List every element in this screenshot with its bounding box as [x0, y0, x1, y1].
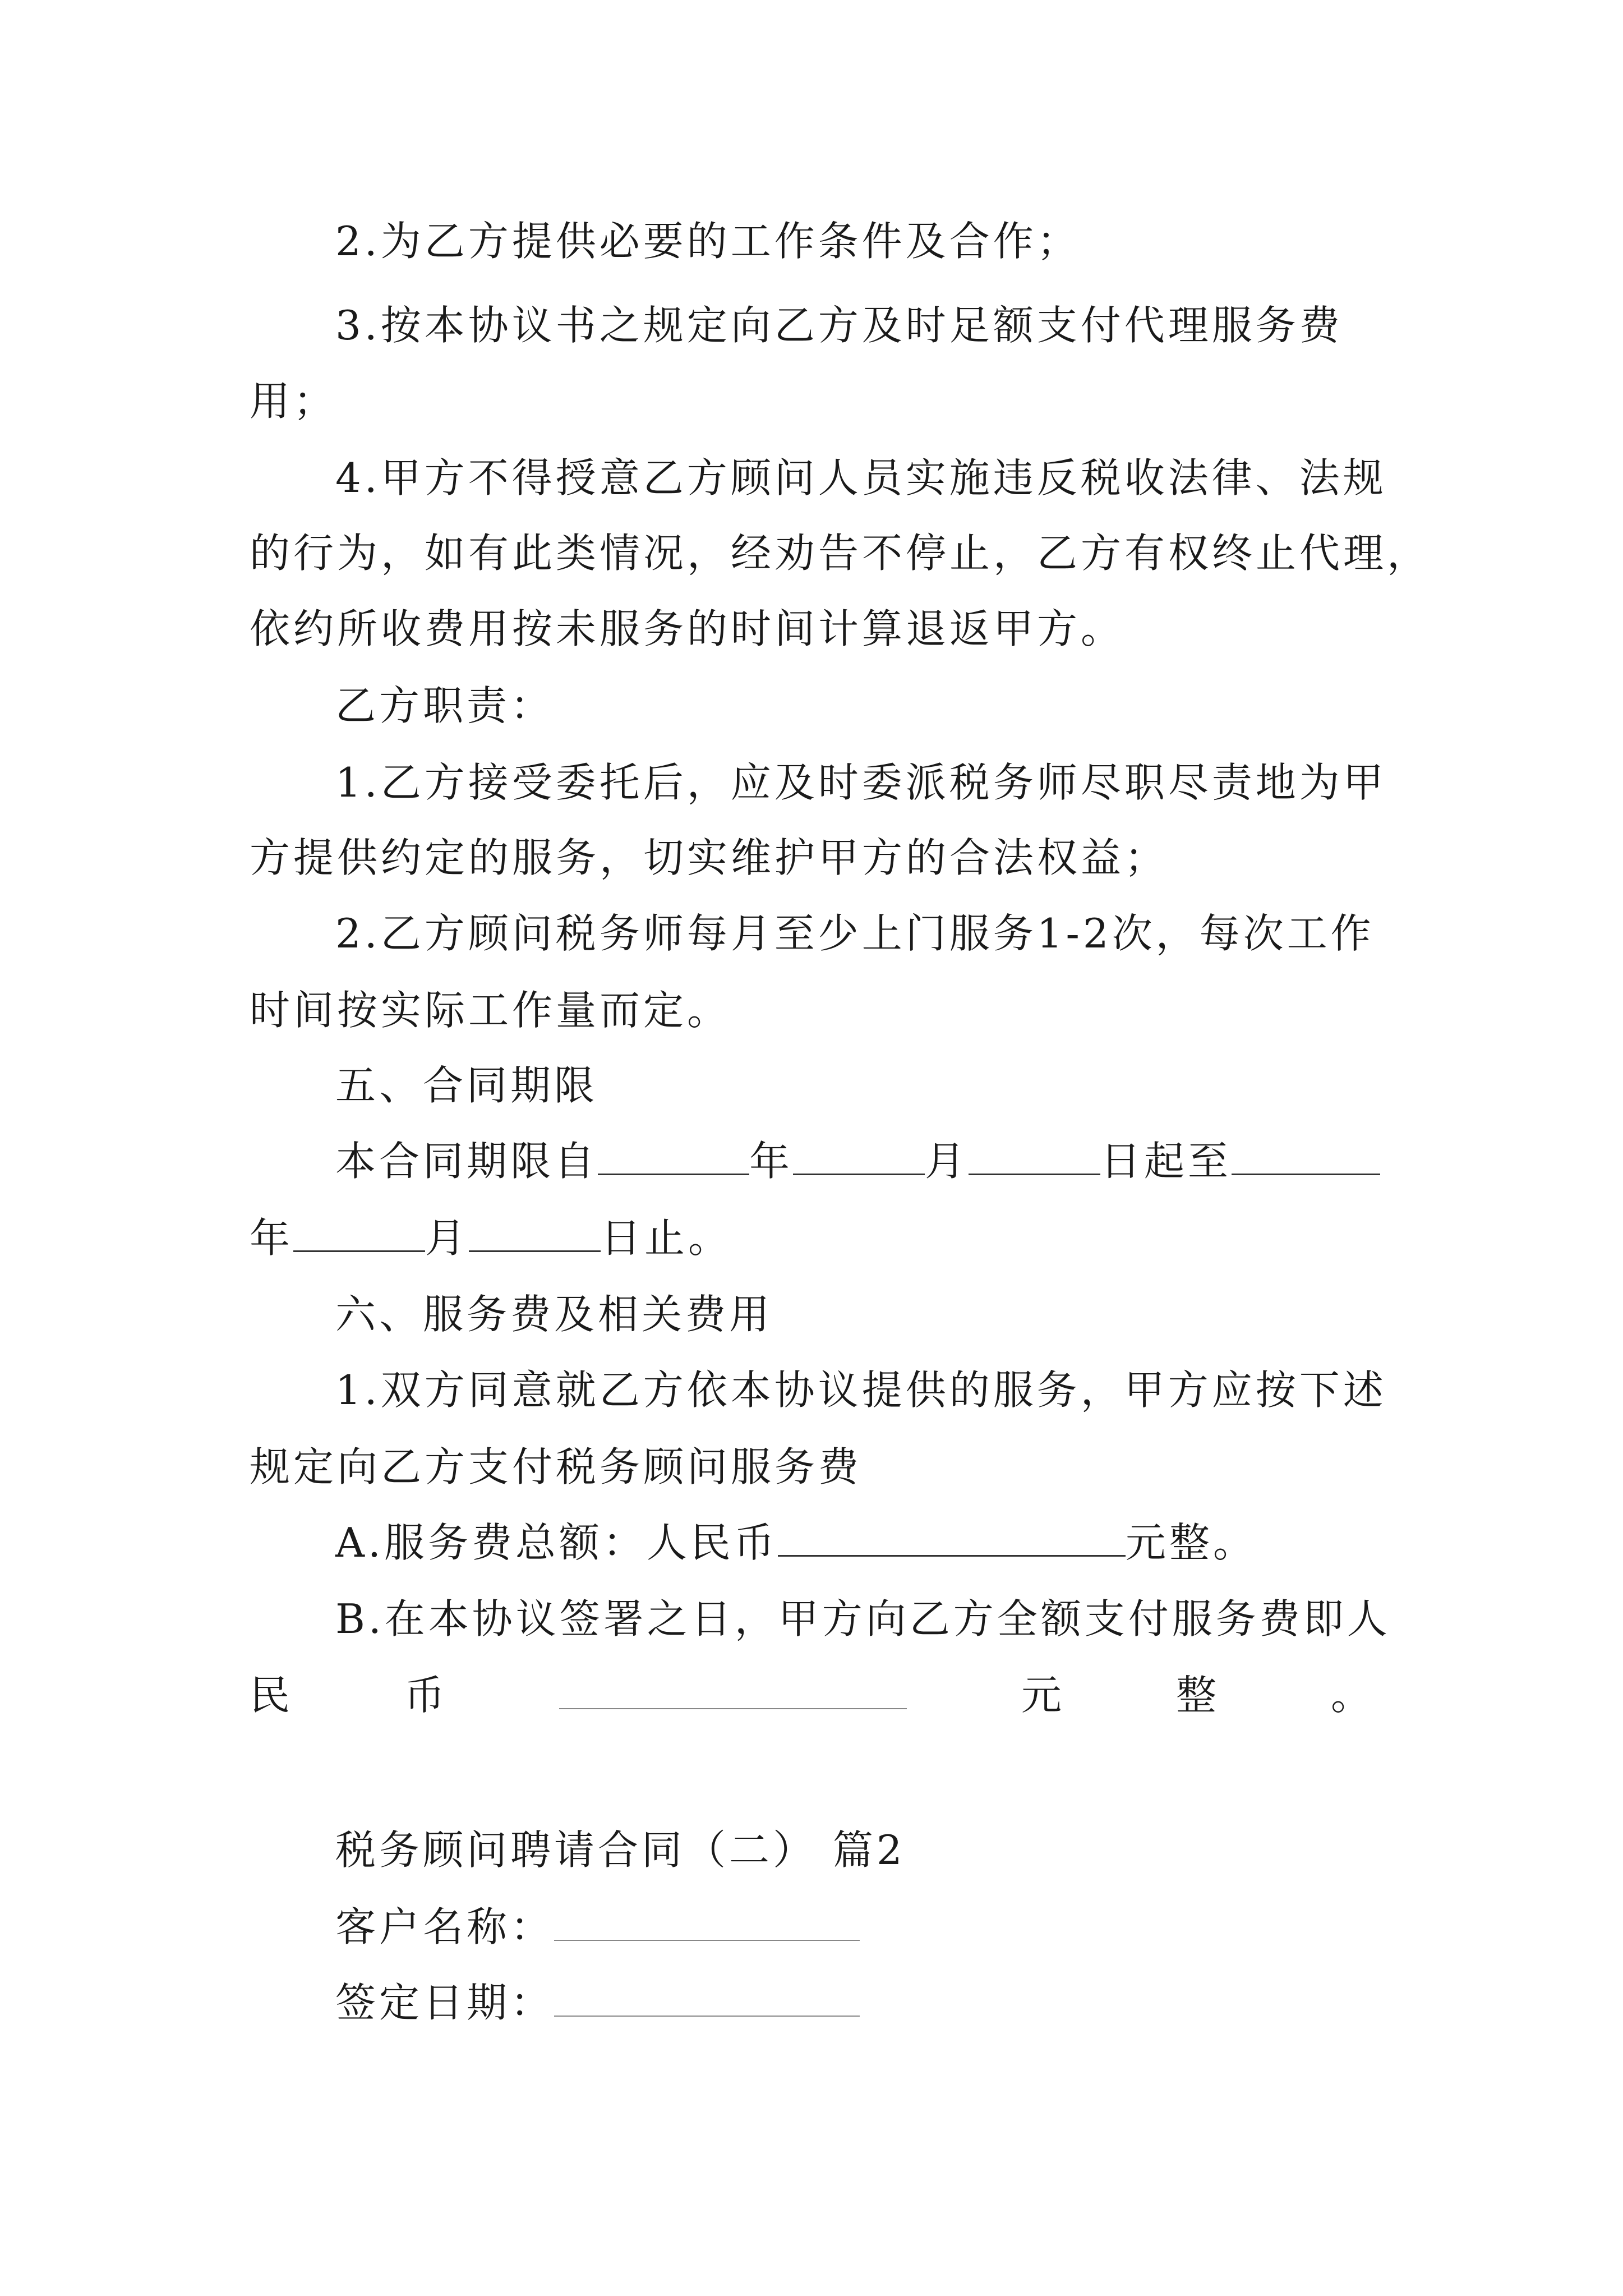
fees-b-zheng: 整: [1175, 1672, 1216, 1719]
sign-date-line: [335, 1975, 860, 2031]
sign-date-blank[interactable]: [554, 1981, 860, 2017]
party-b-heading: 乙方职责：: [335, 682, 555, 729]
fees-b-min: 民: [250, 1672, 291, 1719]
client-name-line: [335, 1899, 860, 1955]
year-label: 年: [749, 1138, 794, 1185]
fees-a-suffix: 元整。: [1125, 1519, 1257, 1566]
duty-2-line1: 2.乙方顾问税务师每月至少上门服务1-2次，每次工作: [335, 910, 1375, 957]
total-amount-blank[interactable]: [778, 1520, 1126, 1557]
clause-3-line2: 用；: [250, 378, 338, 425]
month-label: 月: [925, 1138, 969, 1185]
fees-b-line1: B.在本协议签署之日，甲方向乙方全额支付服务费即人: [335, 1595, 1391, 1642]
fees-heading: 六、服务费及相关费用: [335, 1291, 773, 1338]
fees-a-prefix: A.服务费总额：人民币: [335, 1519, 778, 1566]
term-line1: [335, 1133, 1380, 1189]
term-line2: [250, 1210, 732, 1266]
start-day-blank[interactable]: [969, 1139, 1100, 1175]
paid-amount-blank[interactable]: [559, 1673, 907, 1709]
day-from-label: 日起至: [1100, 1138, 1232, 1185]
end-day-label: 日止。: [601, 1214, 732, 1262]
section2-title: 税务顾问聘请合同（二） 篇2: [335, 1826, 906, 1874]
sign-date-label: 签定日期：: [335, 1979, 555, 2026]
clause-4-line1: 4.甲方不得授意乙方顾问人员实施违反税收法律、法规: [335, 454, 1387, 501]
clause-4-line2: 的行为，如有此类情况，经劝告不停止，乙方有权终止代理，: [250, 530, 1431, 577]
clause-2: 2.为乙方提供必要的工作条件及合作；: [335, 218, 1081, 265]
fees-b-line2: [250, 1667, 1371, 1723]
fees-a-line: [335, 1515, 1257, 1571]
fees-1-line2: 规定向乙方支付税务顾问服务费: [250, 1443, 863, 1490]
duty-1-line1: 1.乙方接受委托后，应及时委派税务师尽职尽责地为甲: [335, 759, 1387, 806]
clause-4-line3: 依约所收费用按未服务的时间计算退返甲方。: [250, 605, 1125, 652]
clause-3-line1: 3.按本协议书之规定向乙方及时足额支付代理服务费: [335, 302, 1343, 349]
fees-1-line1: 1.双方同意就乙方依本协议提供的服务，甲方应按下述: [335, 1366, 1387, 1414]
end-day-blank[interactable]: [469, 1216, 601, 1252]
start-month-blank[interactable]: [793, 1139, 925, 1175]
client-name-blank[interactable]: [554, 1905, 860, 1941]
duty-1-line2: 方提供约定的服务，切实维护甲方的合法权益；: [250, 834, 1169, 881]
duty-2-line2: 时间按实际工作量而定。: [250, 987, 731, 1034]
start-year-blank[interactable]: [598, 1139, 749, 1175]
term-prefix: 本合同期限自: [335, 1138, 598, 1185]
fees-b-bi: 币: [404, 1672, 445, 1719]
client-name-label: 客户名称：: [335, 1903, 555, 1950]
end-month-blank[interactable]: [293, 1216, 425, 1252]
fees-b-yuan: 元: [1021, 1672, 1062, 1719]
end-year-blank[interactable]: [1232, 1139, 1380, 1175]
end-year-label: 年: [250, 1214, 294, 1262]
fees-b-end: 。: [1330, 1672, 1371, 1719]
term-heading: 五、合同期限: [335, 1062, 598, 1109]
end-month-label: 月: [425, 1214, 469, 1262]
